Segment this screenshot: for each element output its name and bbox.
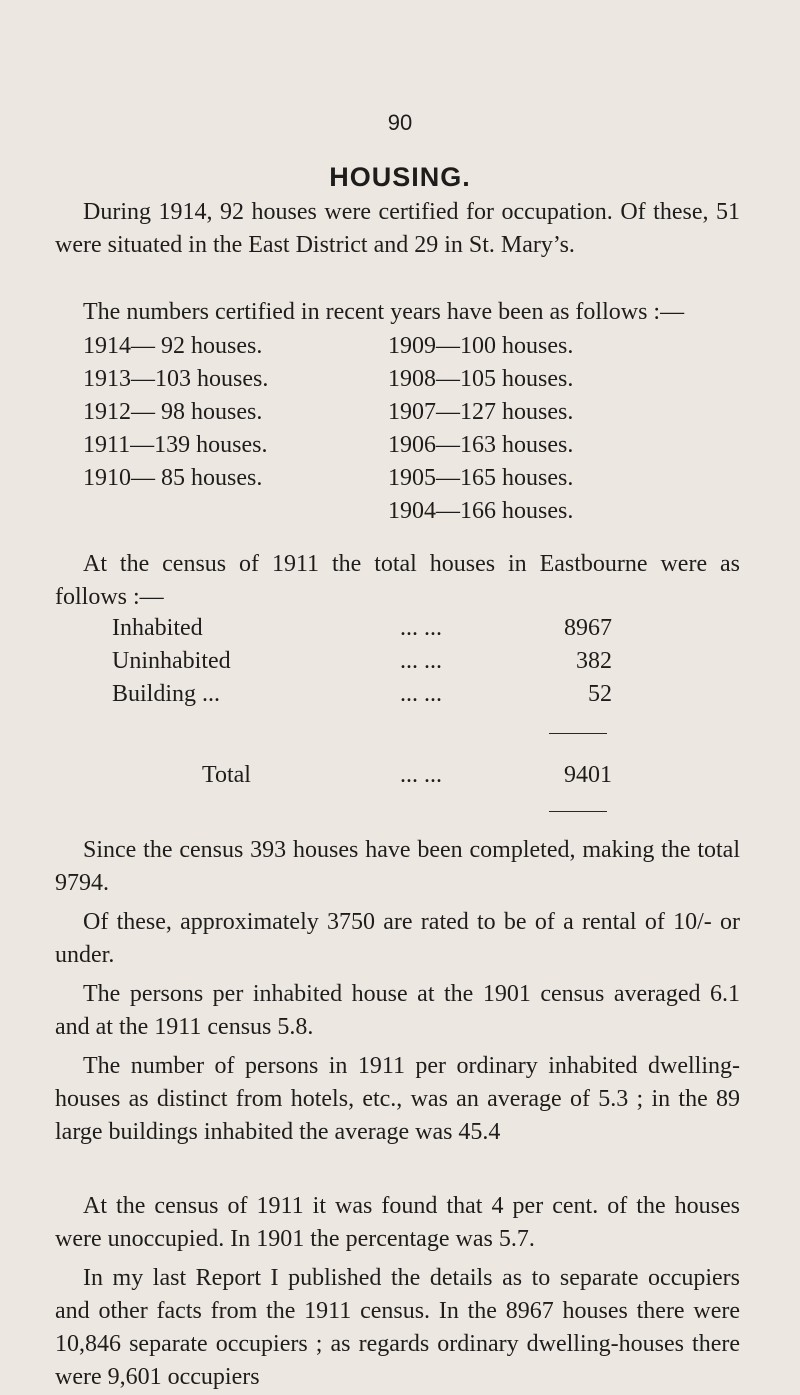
census-total-dots: ... ...	[400, 762, 442, 788]
census-row-value: 382	[576, 648, 612, 674]
census-row-building	[112, 678, 612, 711]
census-total-value: 9401	[564, 762, 612, 788]
census-row-dots: ... ...	[400, 648, 442, 674]
year-row: 1910— 85 houses.	[83, 465, 263, 491]
census-row-label: Inhabited	[112, 615, 203, 641]
census-total-rule-top	[549, 733, 607, 734]
page-number: 90	[387, 110, 413, 135]
census-row-label: Building ...	[112, 681, 221, 707]
year-row: 1905—165 houses.	[388, 465, 574, 491]
census-row-dots: ... ...	[400, 615, 442, 641]
census-row-label: Uninhabited	[112, 648, 231, 674]
certified-years-left-column	[83, 330, 268, 495]
year-row: 1911—139 houses.	[83, 432, 268, 458]
paragraph-9: In my last Report I published the details as to separate occupiers and other facts from the 1911 census. In the 8967 houses there were 10,846 separate occupiers ; as regards ordinary dwelling-houses there were 9,601 occupiers	[55, 1265, 740, 1390]
census-total-rule-bottom	[549, 811, 607, 812]
census-row-value: 52	[588, 681, 612, 707]
year-row: 1914— 92 houses.	[83, 333, 263, 359]
year-row: 1908—105 houses.	[388, 366, 574, 392]
census-row-inhabited	[112, 612, 612, 645]
page-heading: HOUSING.	[329, 162, 471, 192]
paragraph-3: At the census of 1911 the total houses in Eastbourne were as follows :—	[55, 551, 740, 610]
census-row-uninhabited	[112, 645, 612, 678]
paragraph-7: The number of persons in 1911 per ordinary inhabited dwelling-houses as distinct from hotels, etc., was an average of 5.3 ; in the 89 large buildings inhabited the average was 45.4	[55, 1053, 740, 1145]
paragraph-8: At the census of 1911 it was found that 4 per cent. of the houses were unoccupied. In 1901 the percentage was 5.7.	[55, 1193, 740, 1252]
census-row-value: 8967	[564, 615, 612, 641]
census-row-total	[112, 759, 612, 792]
census-total-label: Total	[202, 762, 251, 788]
census-table	[112, 612, 612, 788]
census-row-dots: ... ...	[400, 681, 442, 707]
year-row: 1907—127 houses.	[388, 399, 574, 425]
paragraph-6: The persons per inhabited house at the 1901 census averaged 6.1 and at the 1911 census 5.8.	[55, 981, 740, 1040]
year-row: 1904—166 houses.	[388, 498, 574, 524]
year-row: 1913—103 houses.	[83, 366, 269, 392]
certified-years-right-column	[388, 330, 573, 528]
paragraph-2: The numbers certified in recent years have been as follows :—	[83, 299, 685, 325]
year-row: 1909—100 houses.	[388, 333, 574, 359]
paragraph-1: During 1914, 92 houses were certified for occupation. Of these, 51 were situated in the East District and 29 in St. Mary’s.	[55, 199, 740, 258]
paragraph-4: Since the census 393 houses have been completed, making the total 9794.	[55, 837, 740, 896]
year-row: 1906—163 houses.	[388, 432, 574, 458]
year-row: 1912— 98 houses.	[83, 399, 263, 425]
paragraph-5: Of these, approximately 3750 are rated to be of a rental of 10/- or under.	[55, 909, 740, 968]
